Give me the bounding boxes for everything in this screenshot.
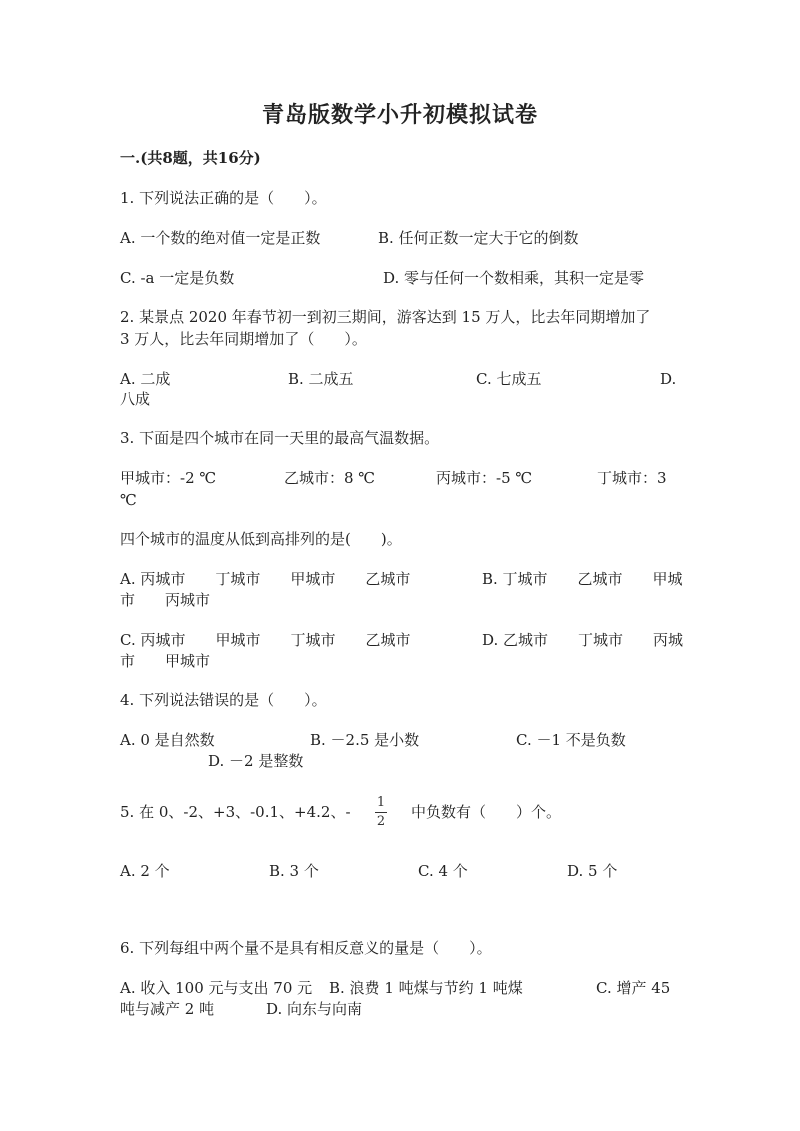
option-c: C. 七成五 xyxy=(476,370,542,388)
option-a: A. 0 是自然数 xyxy=(120,731,215,749)
option-c: C. －1 不是负数 xyxy=(516,731,626,749)
option-b: B. －2.5 是小数 xyxy=(310,731,420,749)
question-stem: 2. 某景点 2020 年春节初一到初三期间，游客达到 15 万人，比去年同期增加了 xyxy=(120,308,651,326)
question-prompt: 四个城市的温度从低到高排列的是( )。 xyxy=(120,530,402,548)
question-stem-continued: 3 万人，比去年同期增加了（ ）。 xyxy=(120,330,367,348)
section-heading: 一.(共8题，共16分) xyxy=(120,149,261,167)
option-c: C. 4 个 xyxy=(418,862,468,880)
question-stem: 4. 下列说法错误的是（ ）。 xyxy=(120,691,327,709)
option-d: D. －2 是整数 xyxy=(208,752,304,770)
question-stem: 3. 下面是四个城市在同一天里的最高气温数据。 xyxy=(120,429,440,447)
city-temp-ding-unit: ℃ xyxy=(120,491,137,509)
fraction-numerator: 1 xyxy=(376,795,386,810)
option-b: B. 3 个 xyxy=(269,862,319,880)
option-a: A. 收入 100 元与支出 70 元 xyxy=(120,979,313,997)
option-b: B. 二成五 xyxy=(288,370,354,388)
page-title: 青岛版数学小升初模拟试卷 xyxy=(261,102,538,128)
city-temp-yi: 乙城市：8 ℃ xyxy=(284,469,376,487)
option-d-text: 八成 xyxy=(120,390,151,408)
option-d: D. 向东与向南 xyxy=(266,1000,363,1018)
option-c: C. 增产 45 xyxy=(596,979,671,997)
option-b: B. 丁城市 乙城市 甲城 xyxy=(482,570,683,588)
city-temp-ding: 丁城市：3 xyxy=(597,469,667,487)
option-a: A. 丙城市 丁城市 甲城市 乙城市 xyxy=(120,570,411,588)
option-a: A. 一个数的绝对值一定是正数 xyxy=(120,229,321,247)
option-c: C. 丙城市 甲城市 丁城市 乙城市 xyxy=(120,631,411,649)
question-stem: 5. 在 0、-2、+3、-0.1、+4.2、- xyxy=(120,803,351,821)
option-c: C. -a 一定是负数 xyxy=(120,269,235,287)
question-stem: 1. 下列说法正确的是（ ）。 xyxy=(120,189,327,207)
city-temp-bing: 丙城市：-5 ℃ xyxy=(436,469,533,487)
option-a: A. 2 个 xyxy=(120,862,170,880)
option-b-continued: 市 丙城市 xyxy=(120,591,211,609)
option-d: D. 5 个 xyxy=(567,862,618,880)
question-stem-continued: 中负数有（ ）个。 xyxy=(411,803,562,821)
option-b: B. 任何正数一定大于它的倒数 xyxy=(378,229,579,247)
fraction-bar xyxy=(375,812,387,813)
option-d: D. 乙城市 丁城市 丙城 xyxy=(482,631,684,649)
option-d-label: D. xyxy=(660,370,677,388)
question-stem: 6. 下列每组中两个量不是具有相反意义的量是（ ）。 xyxy=(120,939,492,957)
option-b: B. 浪费 1 吨煤与节约 1 吨煤 xyxy=(329,979,523,997)
fraction-denominator: 2 xyxy=(376,814,386,829)
option-c-continued: 吨与减产 2 吨 xyxy=(120,1000,215,1018)
city-temp-jia: 甲城市：-2 ℃ xyxy=(120,469,217,487)
option-d: D. 零与任何一个数相乘，其积一定是零 xyxy=(383,269,645,287)
option-d-continued: 市 甲城市 xyxy=(120,652,211,670)
option-a: A. 二成 xyxy=(120,370,171,388)
